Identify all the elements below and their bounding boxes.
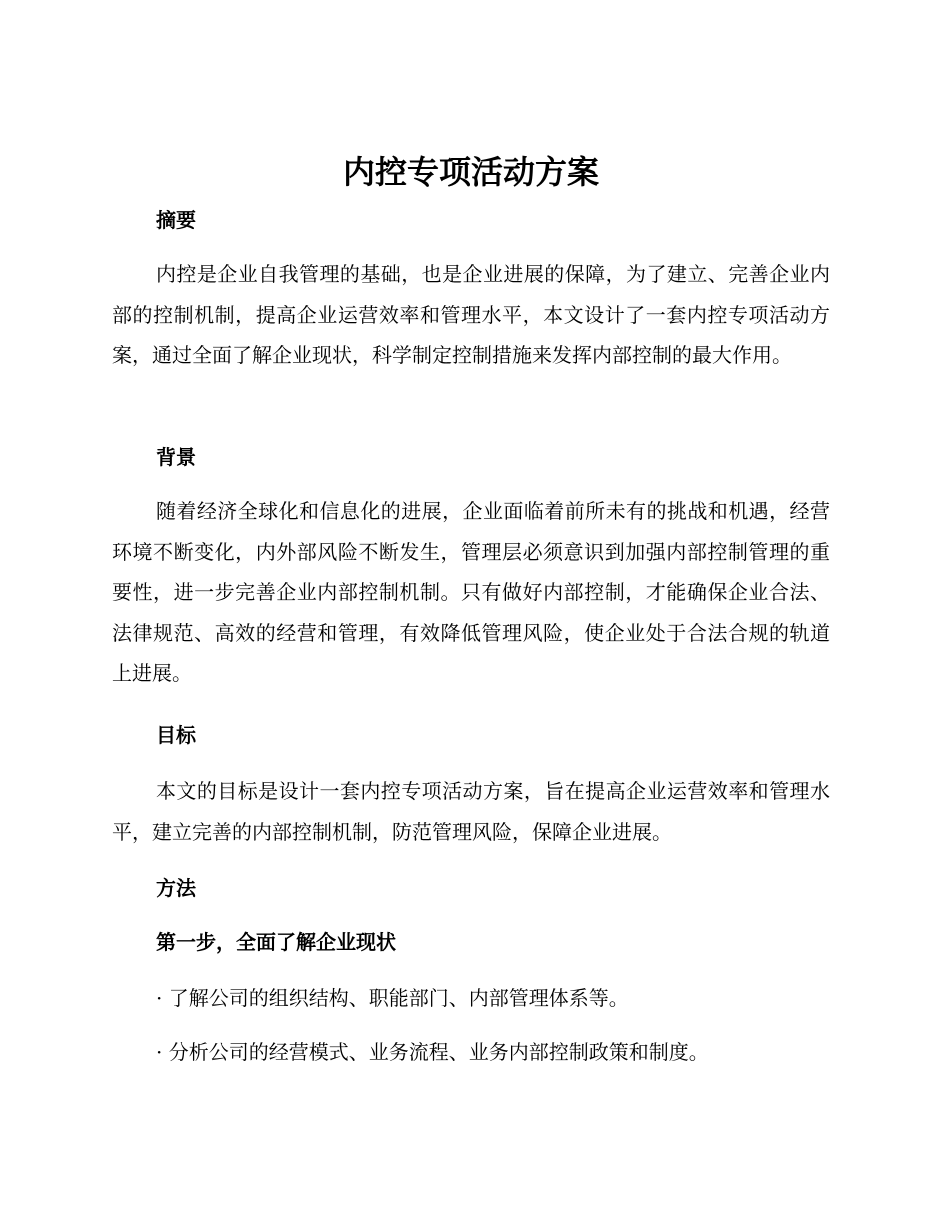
goal-heading: 目标 — [156, 723, 196, 747]
document-title: 内控专项活动方案 — [342, 153, 599, 191]
abstract-heading: 摘要 — [156, 208, 196, 232]
list-item: · 分析公司的经营模式、业务流程、业务内部控制政策和制度。 — [156, 1040, 709, 1064]
abstract-paragraph: 内控是企业自我管理的基础，也是企业进展的保障，为了建立、完善企业内部的控制机制，提高企业运营效率和管理水平，本文设计了一套内控专项活动方案，通过全面了解企业现状，科学制定控制措施来发挥内部控制的最大作用。 — [112, 262, 830, 367]
background-heading: 背景 — [156, 445, 196, 469]
method-heading: 方法 — [156, 876, 196, 900]
step1-heading: 第一步，全面了解企业现状 — [156, 930, 396, 954]
background-paragraph: 随着经济全球化和信息化的进展，企业面临着前所未有的挑战和机遇，经营环境不断变化，内外部风险不断发生，管理层必须意识到加强内部控制管理的重要性，进一步完善企业内部控制机制。只有做好内部控制，才能确保企业合法、法律规范、高效的经营和管理，有效降低管理风险，使企业处于合法合规的轨道上进展。 — [112, 499, 830, 685]
list-item: · 了解公司的组织结构、职能部门、内部管理体系等。 — [156, 986, 629, 1010]
goal-paragraph: 本文的目标是设计一套内控专项活动方案，旨在提高企业运营效率和管理水平，建立完善的内部控制机制，防范管理风险，保障企业进展。 — [112, 779, 830, 844]
